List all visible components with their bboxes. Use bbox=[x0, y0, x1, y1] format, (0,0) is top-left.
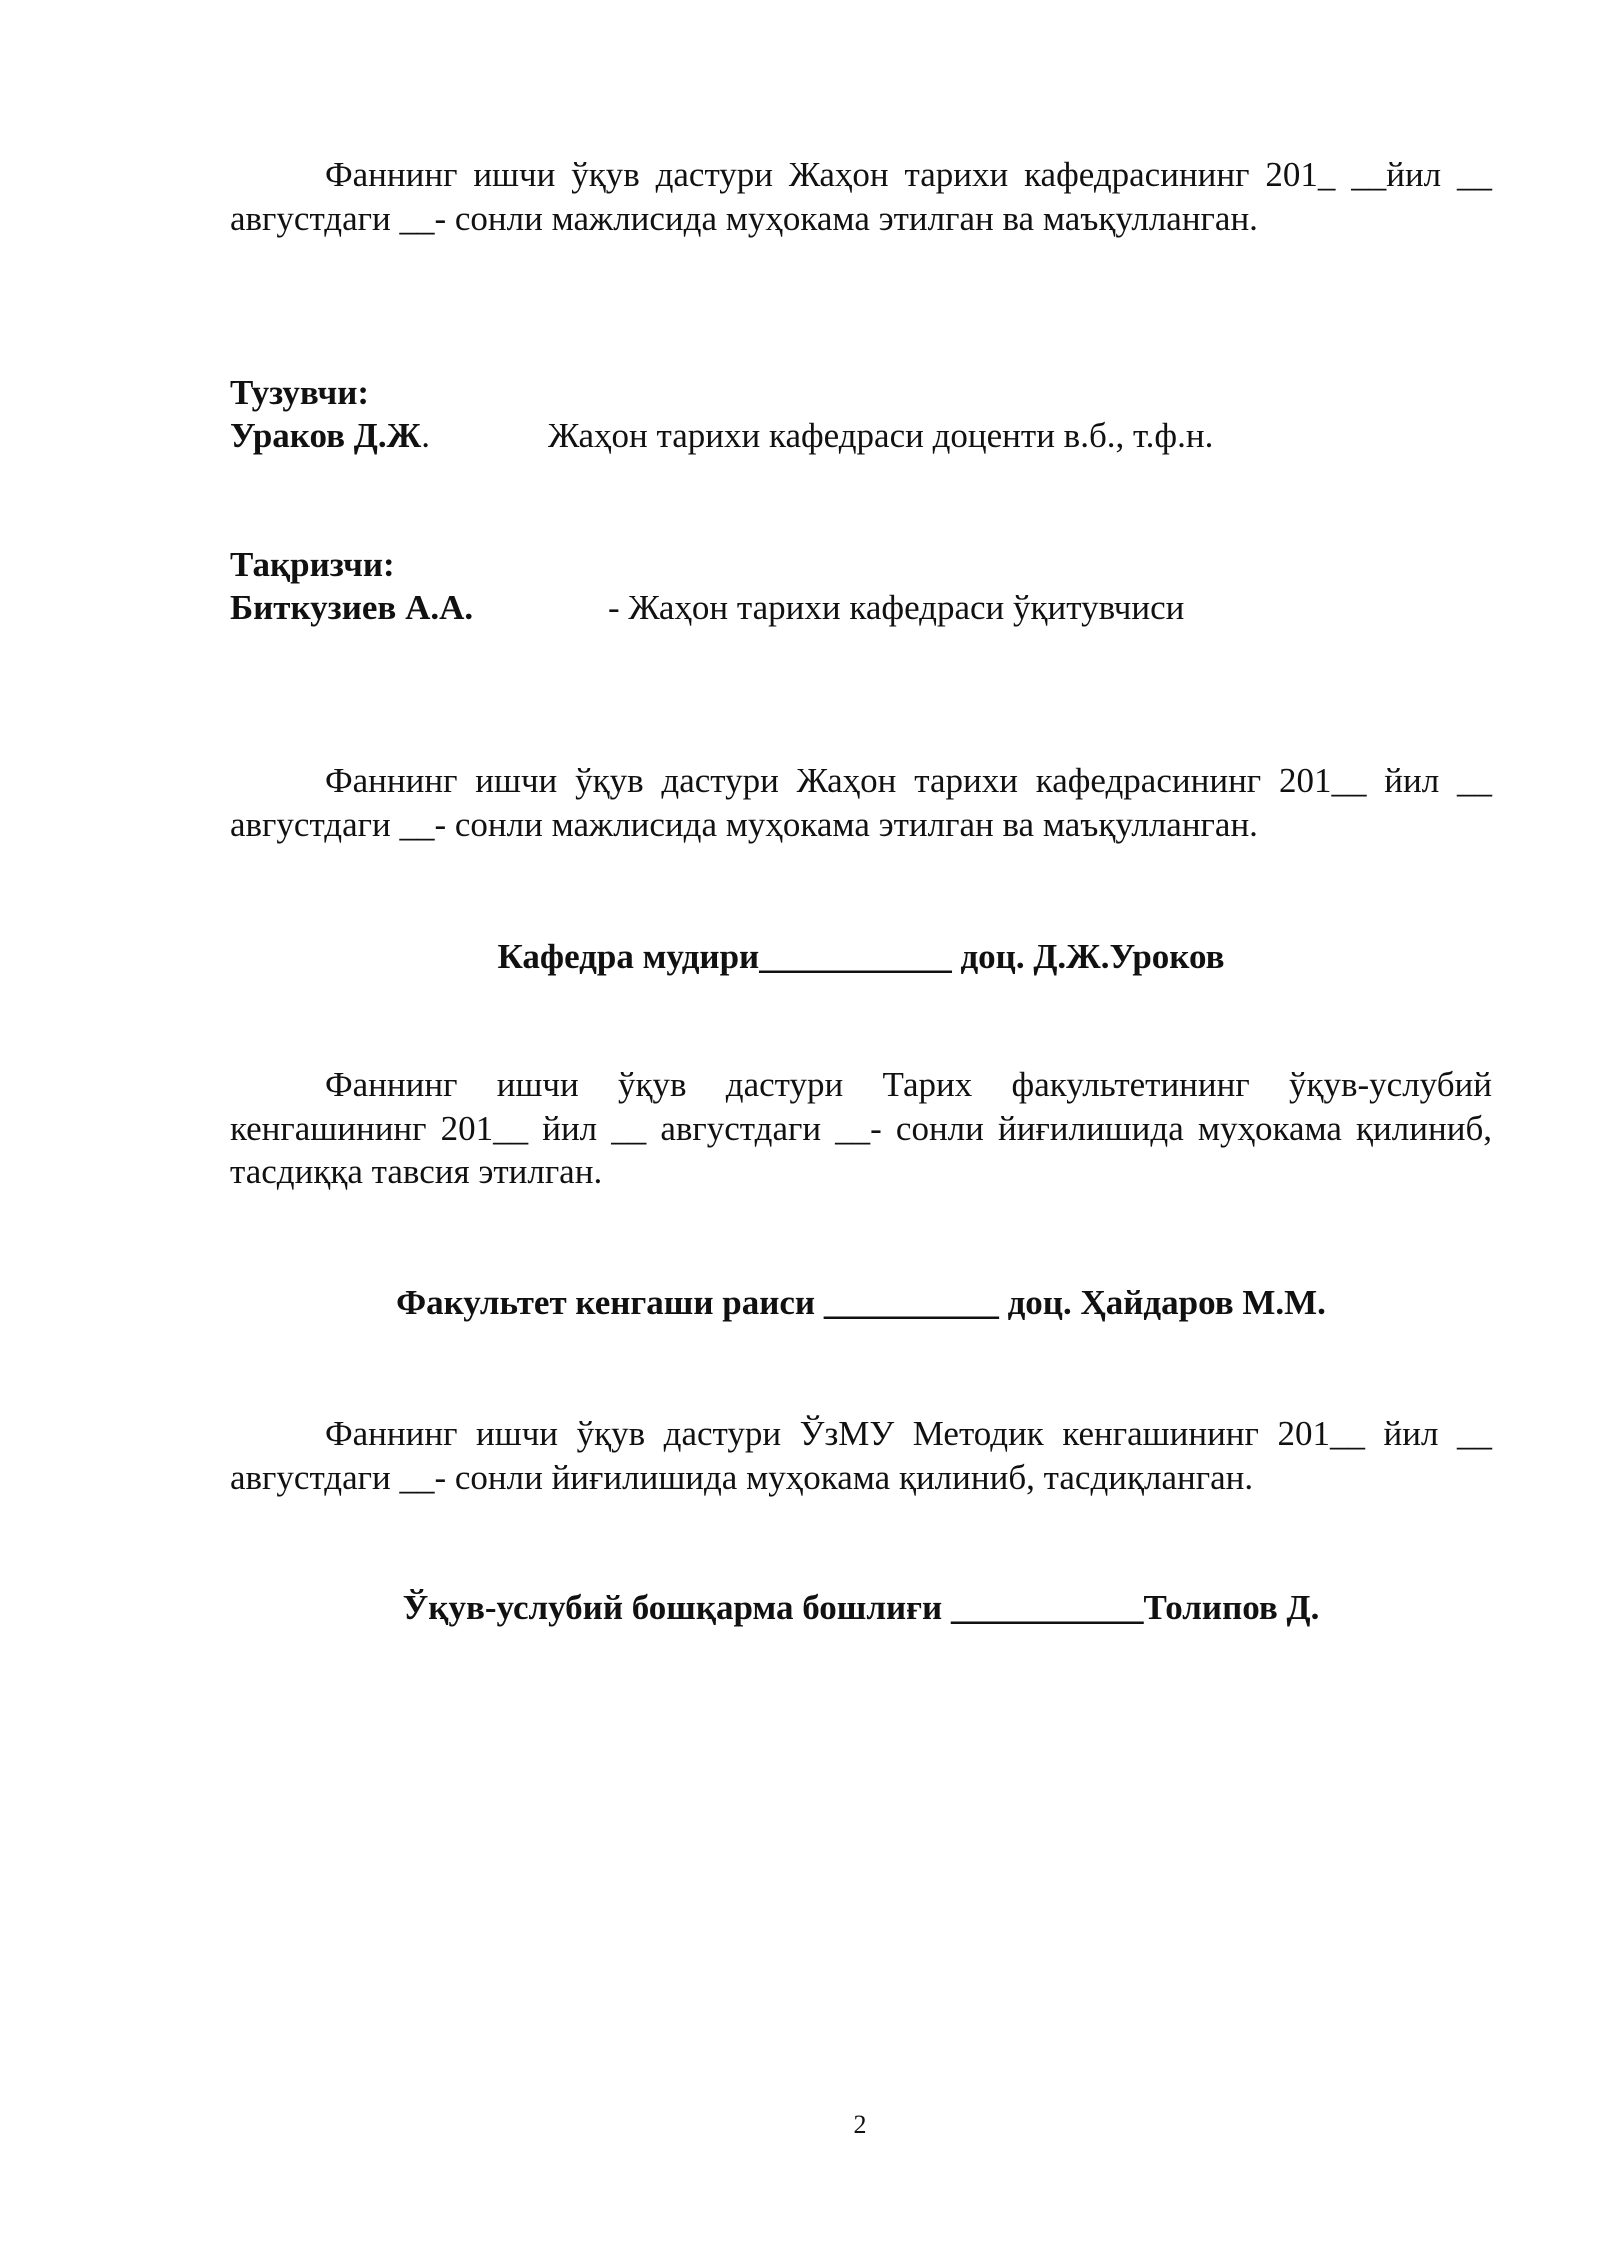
reviewer-row bbox=[230, 586, 1492, 630]
compiler-name: Ураков Д.Ж bbox=[230, 416, 422, 455]
compiler-name-suffix: . bbox=[421, 416, 430, 455]
faculty-council-signature: Факультет кенгаши раиси __________ доц. Ҳайдаров М.М. bbox=[396, 1283, 1326, 1322]
paragraph-text: Фаннинг ишчи ўқув дастури Жаҳон тарихи кафедрасининг 201_ __йил __ августдаги __- сонли мажлисида муҳокама этилган ва маъқулланган. bbox=[230, 155, 1492, 238]
approval-paragraph-department bbox=[230, 153, 1492, 240]
compiler-description: Жаҳон тарихи кафедраси доценти в.б., т.ф.н. bbox=[548, 416, 1214, 455]
compiler-row bbox=[230, 414, 1492, 458]
paragraph-text: Фаннинг ишчи ўқув дастури ЎзМУ Методик кенгашининг 201__ йил __ августдаги __- сонли йиғилишида муҳокама қилиниб, тасдиқланган. bbox=[230, 1414, 1492, 1497]
reviewer-heading: Тақризчи: bbox=[230, 545, 395, 584]
paragraph-text: Фаннинг ишчи ўқув дастури Тарих факультетининг ўқув-услубий кенгашининг 201__ йил __ августдаги __- сонли йиғилишида муҳокама қилиниб, тасдиққа тавсия этилган. bbox=[230, 1065, 1492, 1191]
page-number: 2 bbox=[853, 2110, 867, 2139]
approval-paragraph-faculty bbox=[230, 1063, 1492, 1194]
approval-paragraph-department-2 bbox=[230, 759, 1492, 846]
reviewer-name: Биткузиев А.А. bbox=[230, 588, 474, 627]
methods-office-signature: Ўқув-услубий бошқарма бошлиғи ___________Толипов Д. bbox=[402, 1588, 1320, 1627]
reviewer-description: - Жаҳон тарихи кафедраси ўқитувчиси bbox=[608, 588, 1185, 627]
paragraph-text: Фаннинг ишчи ўқув дастури Жаҳон тарихи кафедрасининг 201__ йил __ августдаги __- сонли мажлисида муҳокама этилган ва маъқулланган. bbox=[230, 761, 1492, 844]
compiler-heading: Тузувчи: bbox=[230, 373, 370, 412]
department-head-signature: Кафедра мудири___________ доц. Д.Ж.Уроков bbox=[497, 937, 1225, 976]
approval-paragraph-university bbox=[230, 1412, 1492, 1499]
